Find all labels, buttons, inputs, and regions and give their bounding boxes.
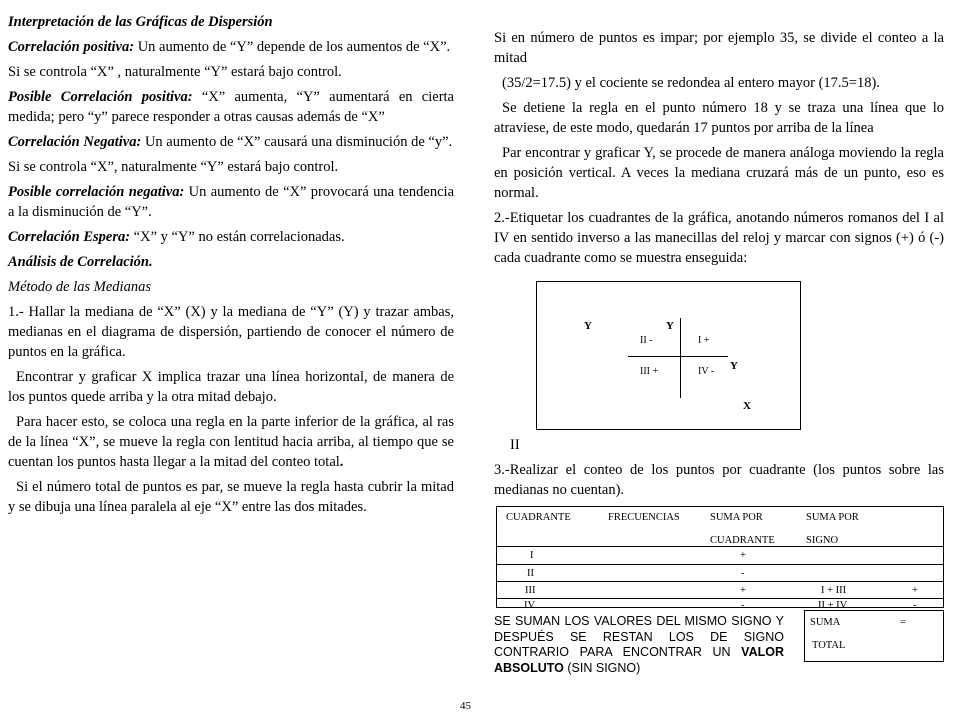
median-y-line [680, 318, 681, 398]
step-1: 1.- Hallar la mediana de “X” (X) y la mediana de “Y” (Y) y trazar ambas, medianas en el diagrama de dispersión, partiendo de conocer el número de puntos en la gráfica. [8, 304, 454, 360]
header-frecuencias: FRECUENCIAS [608, 512, 680, 523]
row-iii-sign-sum: + [912, 585, 918, 596]
positive-correlation: Correlación positiva: Un aumento de “Y” depende de los aumentos de “X”. [8, 39, 451, 55]
possible-negative-correlation: Posible correlación negativa: Un aumento de “X” provocará una tendencia a la disminución de “Y”. [8, 184, 454, 220]
paragraph-find-x: Encontrar y graficar X implica trazar una línea horizontal, de manera de los puntos quede arriba y la otra mitad debajo. [8, 369, 454, 405]
section-heading: Interpretación de las Gráficas de Dispersión [8, 14, 273, 30]
step-3: 3.-Realizar el conteo de los puntos por cuadrante (los puntos sobre las medianas no cuentan). [494, 462, 944, 498]
paragraph-ruler: Para hacer esto, se coloca una regla en la parte inferior de la gráfica, al ras de la línea “X”, se mueve la regla con lentitud hacia arriba, al tiempo que se cuentan los puntos hasta llegar a la mitad del conteo total. [8, 414, 454, 470]
quadrant-i-label: I + [698, 335, 710, 346]
y-inner-label: Y [666, 320, 674, 332]
row-iii-quadrant: III [525, 585, 536, 596]
table-divider [496, 546, 943, 547]
quadrant-iii-label: III + [640, 366, 659, 377]
negative-control: Si se controla “X”, naturalmente “Y” estará bajo control. [8, 159, 339, 175]
paragraph-odd: Si en número de puntos es impar; por ejemplo 35, se divide el conteo a la mitad [494, 30, 944, 66]
row-iv-sum: II + IV [818, 600, 848, 611]
table-divider [496, 598, 943, 599]
row-iii-sign: + [740, 585, 746, 596]
row-ii-sign: - [741, 568, 745, 579]
row-ii-quadrant: II [527, 568, 534, 579]
quadrant-iv-label: IV - [698, 366, 715, 377]
table-divider [496, 581, 943, 582]
analysis-heading: Análisis de Correlación. [8, 254, 153, 270]
header-cuadrante: CUADRANTE [506, 512, 571, 523]
median-x-line [628, 356, 728, 357]
row-iv-sign-sum: - [913, 600, 917, 611]
row-iii-sum: I + III [821, 585, 847, 596]
quadrant-ii-label: II - [640, 335, 653, 346]
table-divider [496, 564, 943, 565]
paragraph-stop: Se detiene la regla en el punto número 18 y se traza una línea que lo atraviese, de este modo, quedarán 17 puntos por arriba de la línea [494, 100, 944, 136]
roman-ii-label: II [510, 437, 520, 453]
total-label: TOTAL [812, 640, 846, 651]
y-right-label: Y [730, 360, 738, 372]
row-iv-quadrant: IV [524, 600, 536, 611]
row-i-sign: + [740, 550, 746, 561]
negative-correlation: Correlación Negativa: Un aumento de “X” causará una disminución de “y”. [8, 134, 453, 150]
possible-positive-correlation: Posible Correlación positiva: “X” aumenta, “Y” aumentará en cierta medida; pero “y” parece responder a otras causas además de “X” [8, 89, 454, 125]
paragraph-find-y: Par encontrar y graficar Y, se procede de manera análoga moviendo la regla en posición vertical. A veces la mediana cruzará más de un punto, eso es normal. [494, 145, 944, 201]
suma-label: SUMA [810, 617, 841, 628]
row-iv-sign: - [741, 600, 745, 611]
sum-note: SE SUMAN LOS VALORES DEL MISMO SIGNO Y DESPUÉS SE RESTAN LOS DE SIGNO CONTRARIO PARA ENCONTRAR UN VALOR ABSOLUTO (SIN SIGNO) [494, 614, 784, 675]
right-column [494, 28, 944, 273]
header-suma-signo-2: SIGNO [806, 535, 839, 546]
header-suma-cuadrante: SUMA POR [710, 512, 763, 523]
header-suma-signo: SUMA POR [806, 512, 859, 523]
paragraph-calc: (35/2=17.5) y el cociente se redondea al entero mayor (17.5=18). [502, 75, 880, 91]
row-i-quadrant: I [530, 550, 534, 561]
page-number: 45 [460, 700, 471, 712]
equals-sign: = [900, 617, 906, 628]
x-axis-label: X [743, 400, 751, 412]
paragraph-even: Si el número total de puntos es par, se mueve la regla hasta cubrir la mitad y se dibuja una línea paralela al eje “X” entre las dos mitades. [8, 479, 454, 515]
left-column [8, 12, 454, 522]
method-heading: Método de las Medianas [8, 279, 151, 295]
header-suma-cuadrante-2: CUADRANTE [710, 535, 775, 546]
step-2: 2.-Etiquetar los cuadrantes de la gráfica, anotando números romanos del I al IV en sentido inverso a las manecillas del reloj y marcar con signos (+) ó (-) cada cuadrante como se muestra enseguida: [494, 210, 944, 266]
positive-control: Si se controla “X” , naturalmente “Y” estará bajo control. [8, 64, 342, 80]
y-outer-label: Y [584, 320, 592, 332]
no-correlation: Correlación Espera: “X” y “Y” no están correlacionadas. [8, 229, 345, 245]
